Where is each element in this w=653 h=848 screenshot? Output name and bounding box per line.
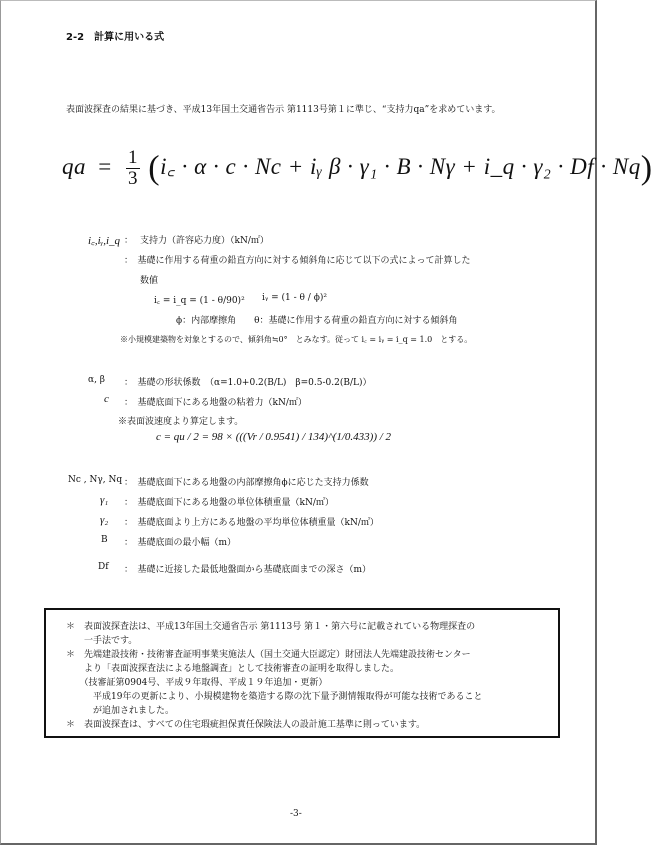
note-line: ＊ 先端建設技術・技術審査証明事業実施法人（国土交通大臣認定）財団法人先端建設技術センター: [66, 650, 471, 660]
g2-text: ： 基礎底面より上方にある地盤の平均単位体積重量（kN/㎥）: [124, 518, 379, 528]
ic-eq2: iᵧ = (1 - θ / ϕ)²: [262, 293, 327, 303]
note-line: 一手法です。: [66, 636, 138, 646]
note-line: ＊ 表面波探査は、すべての住宅瑕疵担保責任保険法人の設計施工基準に則っています。: [66, 720, 426, 730]
intro-text: 表面波探査の結果に基づき、平成13年国土交通省告示 第1113号第１に準じ、“支持力qa”を求めています。: [66, 105, 501, 115]
note-line: （技審証第0904号、平成９年取得、平成１９年追加・更新）: [66, 678, 328, 688]
ic-symbol: i꜀,iᵧ,i_q: [88, 235, 121, 247]
df-text: ： 基礎に近接した最低地盤面から基礎底面までの深さ（m）: [124, 565, 372, 575]
c-equation: c = qu / 2 = 98 × (((Vr / 0.9541) / 134)^(1/0.433)) / 2: [156, 431, 392, 443]
df-symbol: Df: [98, 562, 109, 572]
section-heading: 2-2 計算に用いる式: [66, 32, 165, 43]
formula-lhs: qa: [62, 153, 86, 179]
ab-symbol: α, β: [88, 375, 106, 385]
g1-symbol: γ₁: [100, 494, 109, 506]
c-text: ： 基礎底面下にある地盤の粘着力（kN/㎡）: [124, 398, 307, 408]
formula-body: i꜀ · α · c · Nc + iᵧ β · γ₁ · B · Nγ + i_q · γ₂ · Df · Nq: [160, 153, 641, 179]
c-symbol: c: [104, 393, 109, 405]
ic-eq1: i꜀ = i_q = (1 - θ/90)²: [154, 296, 245, 306]
g2-symbol: γ₂: [100, 514, 109, 526]
n-text: ： 基礎底面下にある地盤の内部摩擦角ϕに応じた支持力係数: [124, 478, 369, 488]
note-line: 平成19年の更新により、小規模建物を築造する際の沈下量予測情報取得が可能な技術であること: [66, 692, 483, 702]
bearing-capacity-formula: qa = $\frac{1}{3}$ (i꜀ · α · c · Nc + iᵧ β · γ₁ · B · Nγ + i_q · γ₂ · Df · Nq): [62, 147, 653, 189]
b-text: ： 基礎底面の最小幅（m）: [124, 538, 237, 548]
note-line: より「表面波探査法による地盤調査」として技術審査の証明を取得しました。: [66, 664, 400, 674]
ab-text: ： 基礎の形状係数 （α=1.0+0.2(B/L) β=0.5-0.2(B/L)）: [124, 378, 372, 388]
formula-eq: =: [98, 153, 112, 179]
c-note: ※表面波速度より算定します。: [118, 417, 244, 427]
b-symbol: B: [101, 535, 108, 545]
small-note: ※小規模建築物を対象とするので、傾斜角≒0° とみなす。従って i꜀ = iᵧ = i_q = 1.0 とする。: [120, 335, 473, 344]
ic-line1: 支持力（許容応力度）（kN/㎡）: [140, 236, 269, 246]
n-symbol: Nc , Nγ, Nq: [68, 475, 123, 485]
page-number: -3-: [290, 809, 302, 819]
formula-fraction: $\frac{1}{3}$: [127, 147, 138, 189]
ic-line2: ： 基礎に作用する荷重の鉛直方向に対する傾斜角に応じて以下の式によって計算した: [124, 256, 471, 266]
note-line: が追加されました。: [66, 706, 175, 716]
g1-text: ： 基礎底面下にある地盤の単位体積重量（kN/㎥）: [124, 498, 334, 508]
phi-line: ϕ：内部摩擦角 θ：基礎に作用する荷重の鉛直方向に対する傾斜角: [176, 316, 458, 326]
ic-colon: ：: [124, 236, 134, 246]
ic-line3: 数値: [140, 276, 159, 286]
note-line: ＊ 表面波探査法は、平成13年国土交通省告示 第1113号 第１・第六号に記載されている物理探査の: [66, 622, 476, 632]
